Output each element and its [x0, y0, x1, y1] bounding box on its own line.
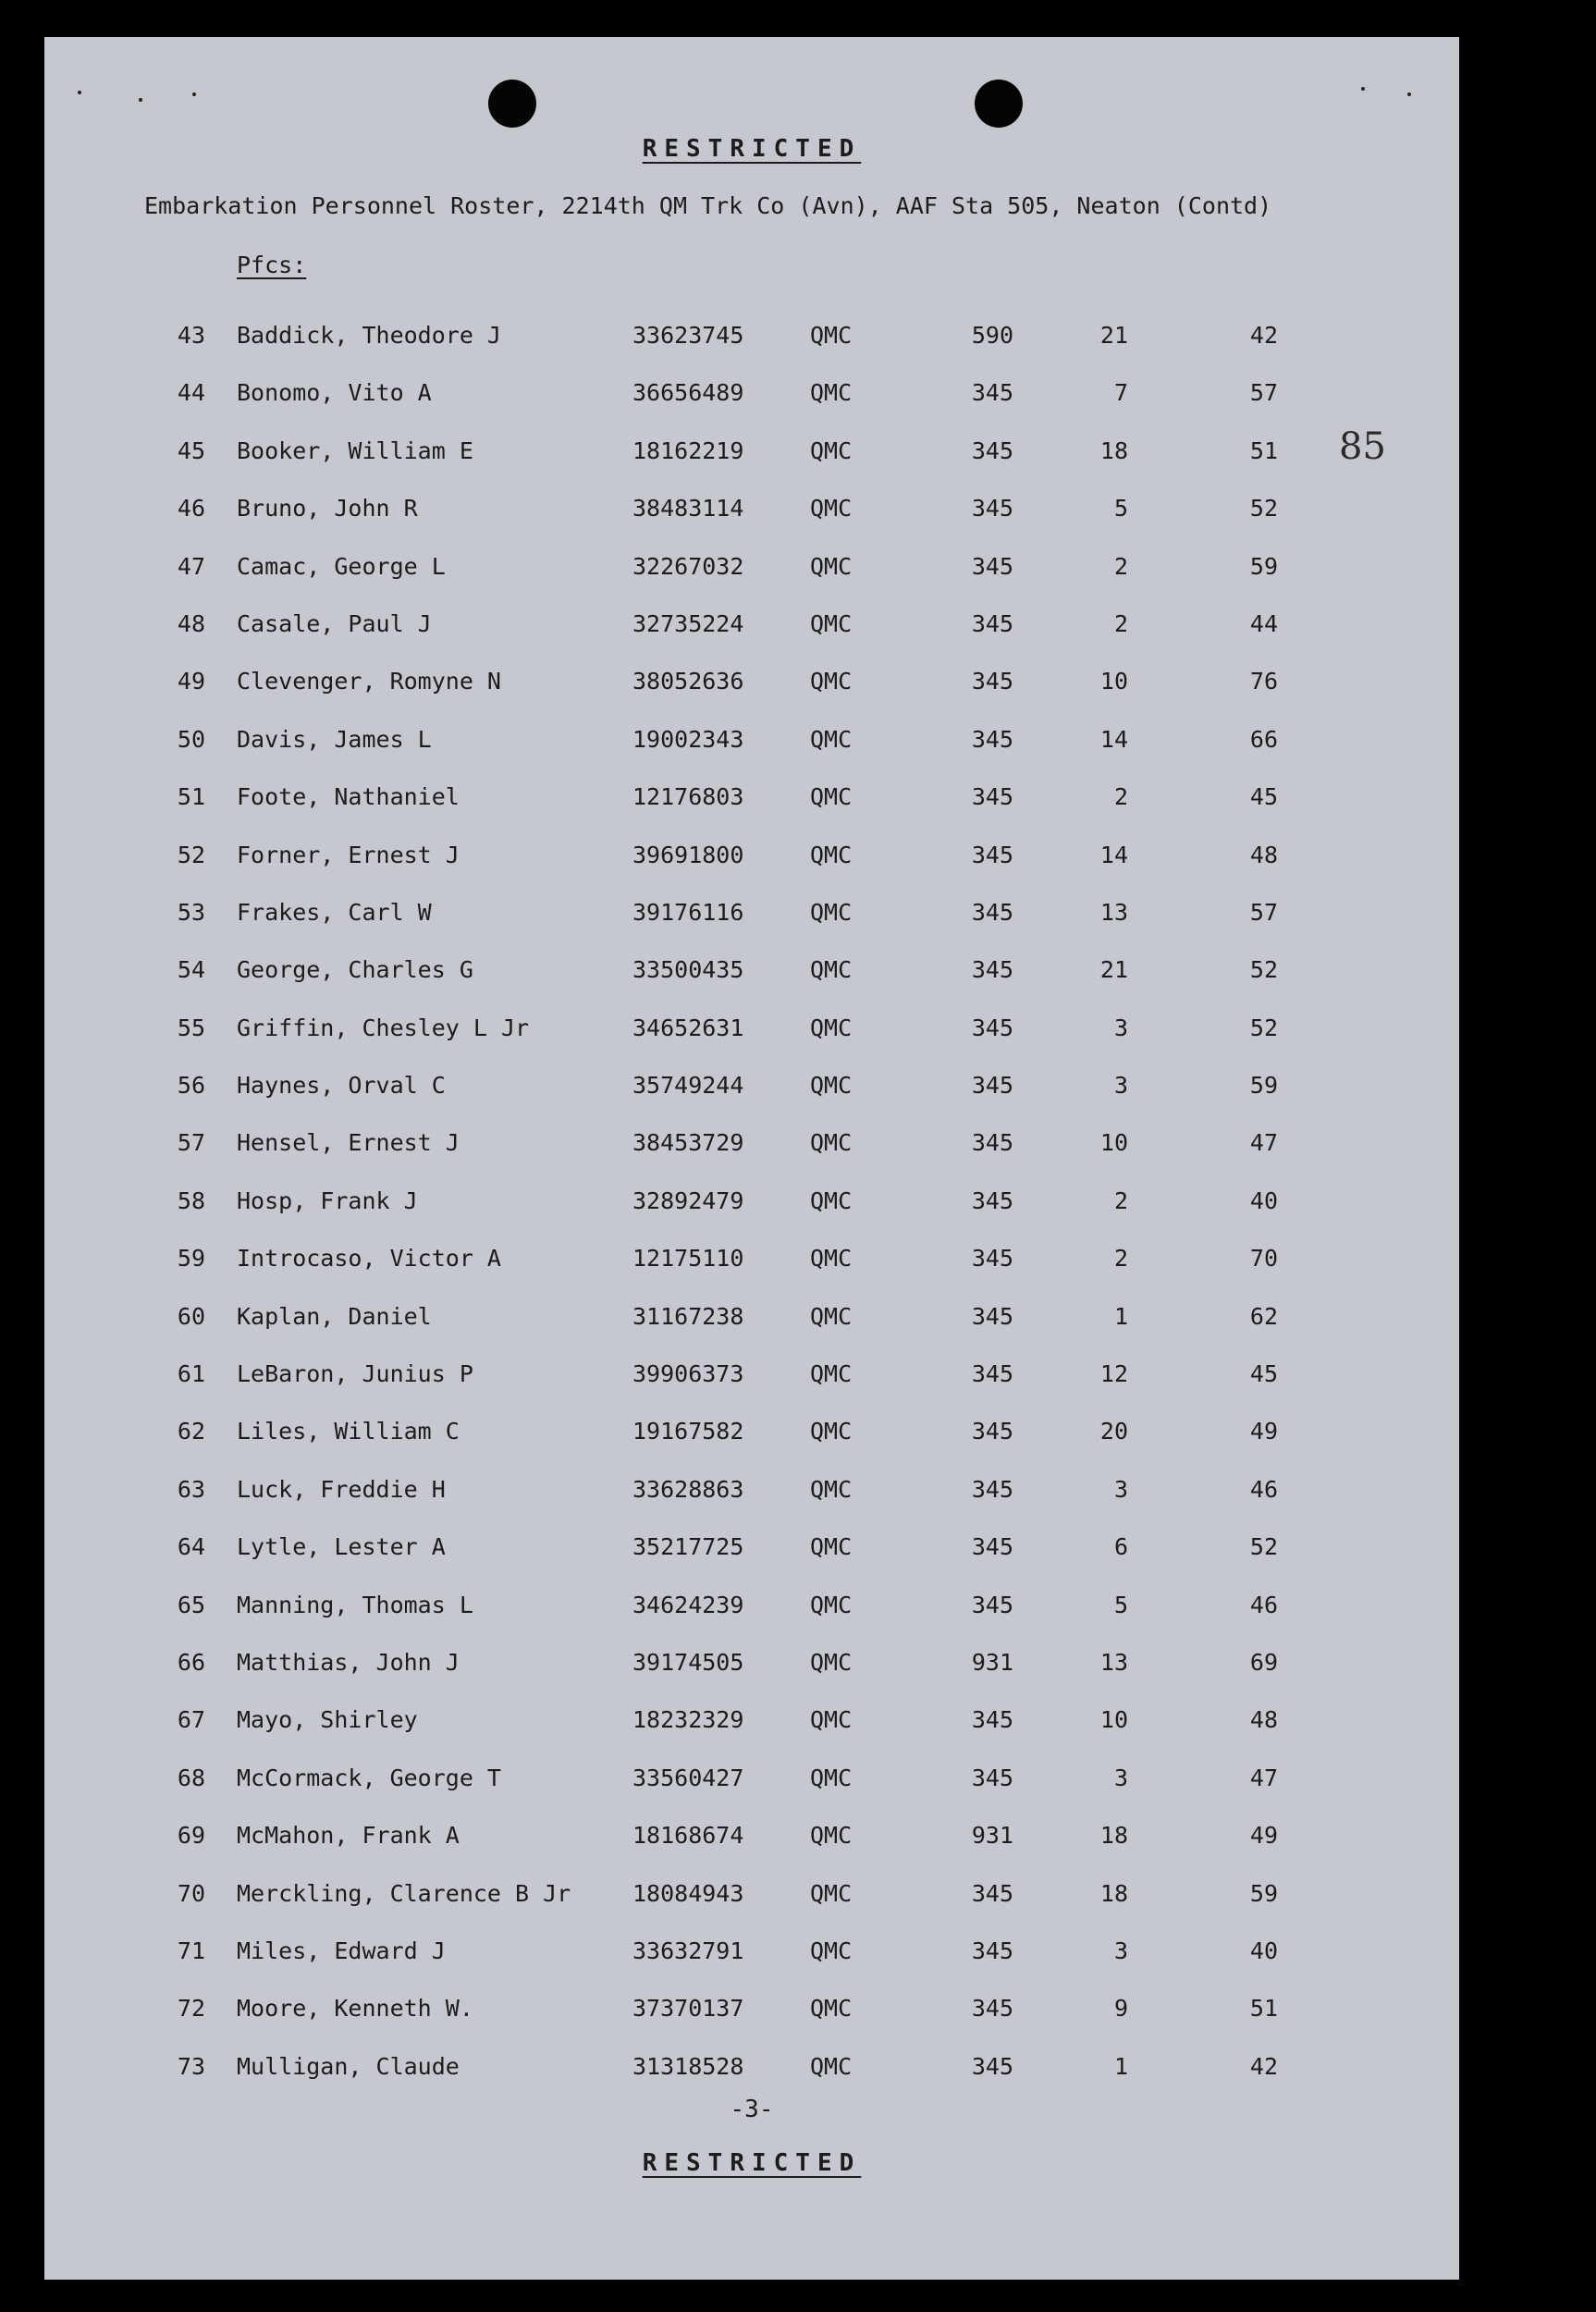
table-row: [44, 726, 1459, 783]
row-number: 66: [177, 1648, 205, 1676]
soldier-name: Kaplan, Daniel: [237, 1302, 432, 1330]
column-value-b: 48: [1249, 1706, 1278, 1734]
specialty-code: 345: [971, 1129, 1013, 1157]
column-value-a: 21: [1099, 956, 1128, 984]
soldier-name: George, Charles G: [237, 956, 473, 984]
column-value-a: 9: [1113, 1995, 1128, 2023]
table-row: [44, 1706, 1459, 1764]
specialty-code: 345: [971, 1937, 1013, 1964]
specialty-code: 345: [971, 956, 1013, 984]
column-value-b: 51: [1249, 1995, 1278, 2023]
serial-number: 32735224: [632, 609, 744, 637]
branch-code: QMC: [810, 609, 853, 637]
row-number: 52: [177, 841, 205, 868]
row-number: 50: [177, 725, 205, 753]
branch-code: QMC: [810, 1302, 853, 1330]
soldier-name: Hosp, Frank J: [237, 1187, 418, 1214]
column-value-b: 49: [1249, 1822, 1278, 1850]
row-number: 55: [177, 1014, 205, 1041]
serial-number: 37370137: [632, 1995, 744, 2023]
column-value-a: 14: [1099, 725, 1128, 753]
serial-number: 33623745: [632, 322, 744, 349]
column-value-b: 40: [1249, 1937, 1278, 1964]
column-value-b: 44: [1249, 609, 1278, 637]
serial-number: 33628863: [632, 1475, 744, 1503]
branch-code: QMC: [810, 322, 853, 349]
serial-number: 33632791: [632, 1937, 744, 1964]
branch-code: QMC: [810, 1418, 853, 1445]
table-row: [44, 1245, 1459, 1302]
specialty-code: 345: [971, 437, 1013, 464]
column-value-a: 12: [1099, 1360, 1128, 1388]
table-row: [44, 437, 1459, 495]
row-number: 51: [177, 783, 205, 811]
column-value-b: 76: [1249, 668, 1278, 695]
branch-code: QMC: [810, 1129, 853, 1157]
soldier-name: Baddick, Theodore J: [237, 322, 501, 349]
branch-code: QMC: [810, 437, 853, 464]
soldier-name: Foote, Nathaniel: [237, 783, 460, 811]
soldier-name: Griffin, Chesley L Jr: [237, 1014, 530, 1041]
soldier-name: Frakes, Carl W: [237, 898, 432, 926]
branch-code: QMC: [810, 1764, 853, 1791]
row-number: 44: [177, 379, 205, 407]
column-value-a: 3: [1113, 1937, 1128, 1964]
row-number: 67: [177, 1706, 205, 1734]
soldier-name: Camac, George L: [237, 552, 446, 580]
row-number: 53: [177, 898, 205, 926]
column-value-a: 1: [1113, 1302, 1128, 1330]
column-value-b: 40: [1249, 1187, 1278, 1214]
column-value-a: 20: [1099, 1418, 1128, 1445]
row-number: 71: [177, 1937, 205, 1964]
table-row: [44, 1015, 1459, 1072]
table-row: [44, 1765, 1459, 1822]
column-value-b: 42: [1249, 2052, 1278, 2080]
serial-number: 32892479: [632, 1187, 744, 1214]
soldier-name: Lytle, Lester A: [237, 1533, 446, 1561]
specialty-code: 345: [971, 1995, 1013, 2023]
soldier-name: LeBaron, Junius P: [237, 1360, 473, 1388]
specialty-code: 345: [971, 2052, 1013, 2080]
serial-number: 33500435: [632, 956, 744, 984]
table-row: [44, 956, 1459, 1014]
row-number: 62: [177, 1418, 205, 1445]
branch-code: QMC: [810, 956, 853, 984]
column-value-b: 57: [1249, 898, 1278, 926]
specialty-code: 345: [971, 1706, 1013, 1734]
soldier-name: Clevenger, Romyne N: [237, 668, 501, 695]
specialty-code: 345: [971, 1302, 1013, 1330]
punch-hole-right: [975, 80, 1023, 128]
soldier-name: Merckling, Clarence B Jr: [237, 1879, 571, 1907]
soldier-name: Hensel, Ernest J: [237, 1129, 460, 1157]
specialty-code: 590: [971, 322, 1013, 349]
row-number: 59: [177, 1245, 205, 1273]
serial-number: 38453729: [632, 1129, 744, 1157]
soldier-name: McCormack, George T: [237, 1764, 501, 1791]
punch-hole-left: [488, 80, 536, 128]
branch-code: QMC: [810, 725, 853, 753]
column-value-b: 46: [1249, 1475, 1278, 1503]
table-row: [44, 1995, 1459, 2052]
specialty-code: 345: [971, 898, 1013, 926]
restricted-heading-bottom: RESTRICTED: [642, 2149, 862, 2177]
column-value-b: 46: [1249, 1591, 1278, 1618]
soldier-name: Booker, William E: [237, 437, 473, 464]
specialty-code: 931: [971, 1822, 1013, 1850]
serial-number: 39176116: [632, 898, 744, 926]
table-row: [44, 1129, 1459, 1187]
branch-code: QMC: [810, 1360, 853, 1388]
column-value-a: 18: [1099, 437, 1128, 464]
specialty-code: 345: [971, 1014, 1013, 1041]
soldier-name: McMahon, Frank A: [237, 1822, 460, 1850]
column-value-a: 1: [1113, 2052, 1128, 2080]
row-number: 64: [177, 1533, 205, 1561]
row-number: 73: [177, 2052, 205, 2080]
table-row: [44, 1649, 1459, 1706]
table-row: [44, 668, 1459, 725]
row-number: 49: [177, 668, 205, 695]
specialty-code: 345: [971, 1533, 1013, 1561]
soldier-name: Forner, Ernest J: [237, 841, 460, 868]
branch-code: QMC: [810, 1187, 853, 1214]
column-value-b: 70: [1249, 1245, 1278, 1273]
serial-number: 35217725: [632, 1533, 744, 1561]
branch-code: QMC: [810, 841, 853, 868]
column-value-a: 13: [1099, 898, 1128, 926]
branch-code: QMC: [810, 495, 853, 523]
row-number: 56: [177, 1072, 205, 1100]
table-row: [44, 783, 1459, 841]
paper-speck: [1361, 87, 1365, 91]
row-number: 48: [177, 609, 205, 637]
branch-code: QMC: [810, 1533, 853, 1561]
column-value-a: 18: [1099, 1879, 1128, 1907]
table-row: [44, 1592, 1459, 1649]
table-row: [44, 899, 1459, 956]
row-number: 43: [177, 322, 205, 349]
specialty-code: 345: [971, 379, 1013, 407]
table-row: [44, 1880, 1459, 1937]
column-value-b: 51: [1249, 437, 1278, 464]
column-value-b: 52: [1249, 495, 1278, 523]
serial-number: 32267032: [632, 552, 744, 580]
specialty-code: 345: [971, 725, 1013, 753]
serial-number: 35749244: [632, 1072, 744, 1100]
serial-number: 39691800: [632, 841, 744, 868]
branch-code: QMC: [810, 1822, 853, 1850]
table-row: [44, 610, 1459, 668]
paper-speck: [1407, 92, 1411, 96]
specialty-code: 345: [971, 668, 1013, 695]
table-row: [44, 322, 1459, 379]
column-value-a: 13: [1099, 1648, 1128, 1676]
serial-number: 38483114: [632, 495, 744, 523]
specialty-code: 345: [971, 841, 1013, 868]
column-value-b: 59: [1249, 552, 1278, 580]
specialty-code: 345: [971, 1475, 1013, 1503]
soldier-name: Introcaso, Victor A: [237, 1245, 501, 1273]
column-value-a: 3: [1113, 1475, 1128, 1503]
roster-table: [44, 322, 1459, 2110]
specialty-code: 345: [971, 1879, 1013, 1907]
serial-number: 33560427: [632, 1764, 744, 1791]
branch-code: QMC: [810, 2052, 853, 2080]
soldier-name: Mulligan, Claude: [237, 2052, 460, 2080]
branch-code: QMC: [810, 898, 853, 926]
specialty-code: 345: [971, 1072, 1013, 1100]
soldier-name: Miles, Edward J: [237, 1937, 446, 1964]
column-value-a: 10: [1099, 668, 1128, 695]
restricted-heading-top: RESTRICTED: [642, 135, 862, 163]
table-row: [44, 495, 1459, 552]
column-value-a: 2: [1113, 1245, 1128, 1273]
branch-code: QMC: [810, 1879, 853, 1907]
table-row: [44, 1187, 1459, 1245]
serial-number: 12175110: [632, 1245, 744, 1273]
row-number: 68: [177, 1764, 205, 1791]
table-row: [44, 379, 1459, 437]
column-value-b: 59: [1249, 1879, 1278, 1907]
specialty-code: 931: [971, 1648, 1013, 1676]
column-value-a: 7: [1113, 379, 1128, 407]
table-row: [44, 1822, 1459, 1879]
row-number: 63: [177, 1475, 205, 1503]
branch-code: QMC: [810, 1475, 853, 1503]
branch-code: QMC: [810, 379, 853, 407]
branch-code: QMC: [810, 1706, 853, 1734]
row-number: 45: [177, 437, 205, 464]
row-number: 69: [177, 1822, 205, 1850]
paper-speck: [78, 91, 81, 94]
specialty-code: 345: [971, 1418, 1013, 1445]
specialty-code: 345: [971, 1245, 1013, 1273]
column-value-a: 3: [1113, 1072, 1128, 1100]
soldier-name: Moore, Kenneth W.: [237, 1995, 473, 2023]
serial-number: 12176803: [632, 783, 744, 811]
row-number: 60: [177, 1302, 205, 1330]
soldier-name: Bonomo, Vito A: [237, 379, 432, 407]
column-value-b: 52: [1249, 1014, 1278, 1041]
column-value-a: 6: [1113, 1533, 1128, 1561]
column-value-a: 18: [1099, 1822, 1128, 1850]
column-value-a: 5: [1113, 495, 1128, 523]
row-number: 46: [177, 495, 205, 523]
section-label: Pfcs:: [237, 252, 307, 278]
specialty-code: 345: [971, 1187, 1013, 1214]
specialty-code: 345: [971, 1591, 1013, 1618]
table-row: [44, 1418, 1459, 1475]
column-value-a: 3: [1113, 1764, 1128, 1791]
serial-number: 39906373: [632, 1360, 744, 1388]
serial-number: 18084943: [632, 1879, 744, 1907]
column-value-b: 59: [1249, 1072, 1278, 1100]
paper-speck: [192, 92, 196, 96]
row-number: 70: [177, 1879, 205, 1907]
serial-number: 18168674: [632, 1822, 744, 1850]
column-value-a: 2: [1113, 552, 1128, 580]
specialty-code: 345: [971, 1764, 1013, 1791]
row-number: 57: [177, 1129, 205, 1157]
branch-code: QMC: [810, 1591, 853, 1618]
column-value-a: 21: [1099, 322, 1128, 349]
table-row: [44, 1533, 1459, 1591]
column-value-b: 48: [1249, 841, 1278, 868]
column-value-b: 47: [1249, 1764, 1278, 1791]
column-value-b: 69: [1249, 1648, 1278, 1676]
branch-code: QMC: [810, 552, 853, 580]
row-number: 58: [177, 1187, 205, 1214]
serial-number: 38052636: [632, 668, 744, 695]
page-stamp-number: 85: [1339, 425, 1386, 468]
column-value-b: 42: [1249, 322, 1278, 349]
serial-number: 19002343: [632, 725, 744, 753]
serial-number: 31318528: [632, 2052, 744, 2080]
column-value-a: 3: [1113, 1014, 1128, 1041]
soldier-name: Matthias, John J: [237, 1648, 460, 1676]
column-value-b: 45: [1249, 783, 1278, 811]
serial-number: 18232329: [632, 1706, 744, 1734]
table-row: [44, 1072, 1459, 1129]
specialty-code: 345: [971, 495, 1013, 523]
specialty-code: 345: [971, 783, 1013, 811]
serial-number: 31167238: [632, 1302, 744, 1330]
soldier-name: Mayo, Shirley: [237, 1706, 418, 1734]
serial-number: 39174505: [632, 1648, 744, 1676]
branch-code: QMC: [810, 1648, 853, 1676]
document-page: [44, 37, 1459, 2280]
soldier-name: Bruno, John R: [237, 495, 418, 523]
column-value-b: 62: [1249, 1302, 1278, 1330]
row-number: 65: [177, 1591, 205, 1618]
branch-code: QMC: [810, 783, 853, 811]
column-value-b: 45: [1249, 1360, 1278, 1388]
table-row: [44, 1476, 1459, 1533]
table-row: [44, 553, 1459, 610]
branch-code: QMC: [810, 1245, 853, 1273]
soldier-name: Casale, Paul J: [237, 609, 432, 637]
soldier-name: Haynes, Orval C: [237, 1072, 446, 1100]
column-value-a: 10: [1099, 1129, 1128, 1157]
branch-code: QMC: [810, 668, 853, 695]
column-value-b: 47: [1249, 1129, 1278, 1157]
column-value-a: 2: [1113, 1187, 1128, 1214]
column-value-a: 2: [1113, 609, 1128, 637]
branch-code: QMC: [810, 1014, 853, 1041]
serial-number: 36656489: [632, 379, 744, 407]
row-number: 72: [177, 1995, 205, 2023]
serial-number: 34624239: [632, 1591, 744, 1618]
soldier-name: Davis, James L: [237, 725, 432, 753]
column-value-b: 49: [1249, 1418, 1278, 1445]
soldier-name: Manning, Thomas L: [237, 1591, 473, 1618]
specialty-code: 345: [971, 1360, 1013, 1388]
row-number: 61: [177, 1360, 205, 1388]
table-row: [44, 1303, 1459, 1360]
column-value-b: 57: [1249, 379, 1278, 407]
soldier-name: Liles, William C: [237, 1418, 460, 1445]
table-row: [44, 842, 1459, 899]
serial-number: 19167582: [632, 1418, 744, 1445]
column-value-b: 52: [1249, 956, 1278, 984]
branch-code: QMC: [810, 1995, 853, 2023]
branch-code: QMC: [810, 1937, 853, 1964]
branch-code: QMC: [810, 1072, 853, 1100]
specialty-code: 345: [971, 609, 1013, 637]
column-value-a: 5: [1113, 1591, 1128, 1618]
row-number: 47: [177, 552, 205, 580]
specialty-code: 345: [971, 552, 1013, 580]
soldier-name: Luck, Freddie H: [237, 1475, 446, 1503]
roster-title: Embarkation Personnel Roster, 2214th QM Trk Co (Avn), AAF Sta 505, Neaton (Contd): [144, 192, 1272, 219]
serial-number: 34652631: [632, 1014, 744, 1041]
paper-speck: [139, 98, 142, 102]
table-row: [44, 1360, 1459, 1418]
column-value-a: 2: [1113, 783, 1128, 811]
serial-number: 18162219: [632, 437, 744, 464]
row-number: 54: [177, 956, 205, 984]
column-value-b: 52: [1249, 1533, 1278, 1561]
page-number: -3-: [730, 2096, 774, 2123]
table-row: [44, 1937, 1459, 1995]
column-value-a: 10: [1099, 1706, 1128, 1734]
column-value-a: 14: [1099, 841, 1128, 868]
column-value-b: 66: [1249, 725, 1278, 753]
